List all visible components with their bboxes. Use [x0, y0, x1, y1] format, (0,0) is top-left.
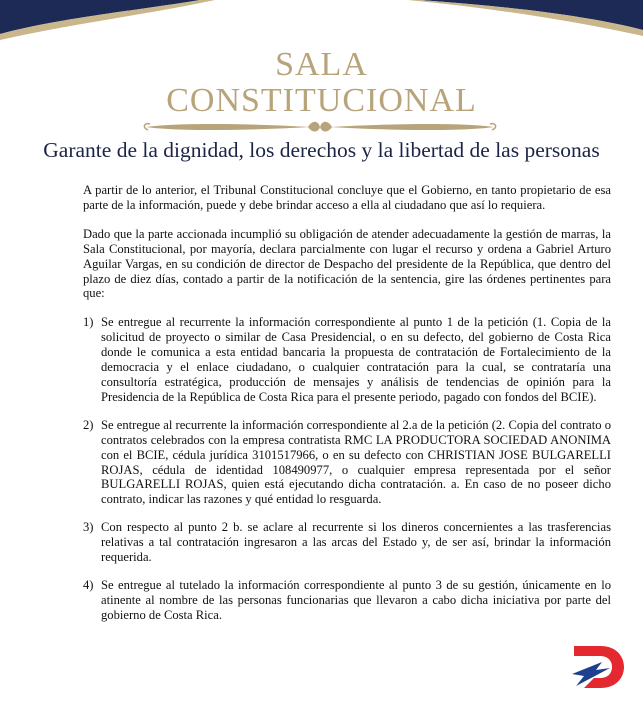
- list-item-number: 1): [83, 315, 94, 330]
- list-item: [83, 578, 611, 623]
- list-item-text: Se entregue al tutelado la información correspondiente al punto 3 de su gestión, únicamente en lo atinente al nombre de las personas funcionarias que llevaron a cabo dicha iniciativa por parte del gobierno de Costa Rica.: [101, 577, 611, 622]
- ornament-divider: [140, 118, 500, 136]
- title-line-1: SALA: [275, 46, 368, 83]
- page-subtitle: Garante de la dignidad, los derechos y la libertad de las personas: [43, 138, 600, 162]
- list-item-number: 3): [83, 520, 94, 535]
- paragraph: Dado que la parte accionada incumplió su obligación de atender adecuadamente la gestión de marras, la Sala Constitucional, por mayoría, declara parcialmente con lugar el recurso y ordena a Gabriel Arturo Aguilar Vargas, en su condición de director de Despacho del presidente de la República, que dentro del plazo de diez días, contado a partir de la notificación de la sentencia, gire las órdenes pertinentes para que:: [83, 226, 611, 301]
- title-line-2: CONSTITUCIONAL: [166, 82, 477, 119]
- list-item-text: Se entregue al recurrente la información correspondiente al 2.a de la petición (2. Copia del contrato o contratos celebrados con la empresa contratista RMC LA PRODUCTORA SOCIEDAD ANONIMA con el BCIE, cédula jurídica 3101517966, o en su defecto con CHRISTIAN JOSE BULGARELLI ROJAS, cédula de identidad 108490977, o cualquier empresa representada por el señor BULGARELLI ROJAS, quien está ejecutando dicha contratación. a. En caso de no poseer dicho contrato, indicar las razones y qué entidad lo resguarda.: [101, 417, 611, 507]
- paragraph: A partir de lo anterior, el Tribunal Constitucional concluye que el Gobierno, en tanto propietario de esa parte de la información, puede y debe brindar acceso a ella al ciudadano que así lo requiera.: [83, 183, 611, 212]
- list-item: [83, 315, 611, 404]
- list-item-number: 4): [83, 577, 94, 592]
- brand-logo-icon: [570, 642, 626, 692]
- list-item-text: Con respecto al punto 2 b. se aclare al recurrente si los dineros concernientes a las trasferencias relativas a tal contratación ingresaron a las arcas del Estado y, de ser así, brindar la información requerida.: [101, 520, 611, 565]
- list-item: [83, 418, 611, 507]
- document-body: [83, 183, 611, 636]
- header: [0, 48, 643, 118]
- list-item: [83, 520, 611, 565]
- list-item-number: 2): [83, 417, 94, 432]
- corner-decoration: [0, 0, 643, 40]
- list-item-text: Se entregue al recurrente la información correspondiente al punto 1 de la petición (1. Copia de la solicitud de proyecto o similar de Casa Presidencial, o en su defecto, del gobierno de Costa Rica donde le comunica a esta entidad bancaria la propuesta de contratación de Fortalecimiento de la democracia y el enlace ciudadano, o cualquier contratación para la cual, se contrataría una consultoría estratégica, producción de mensajes y análisis de tendencias de opinión para la Presidencia de la República de Costa Rica para el presente periodo, pagado con fondos del BCIE).: [101, 315, 611, 404]
